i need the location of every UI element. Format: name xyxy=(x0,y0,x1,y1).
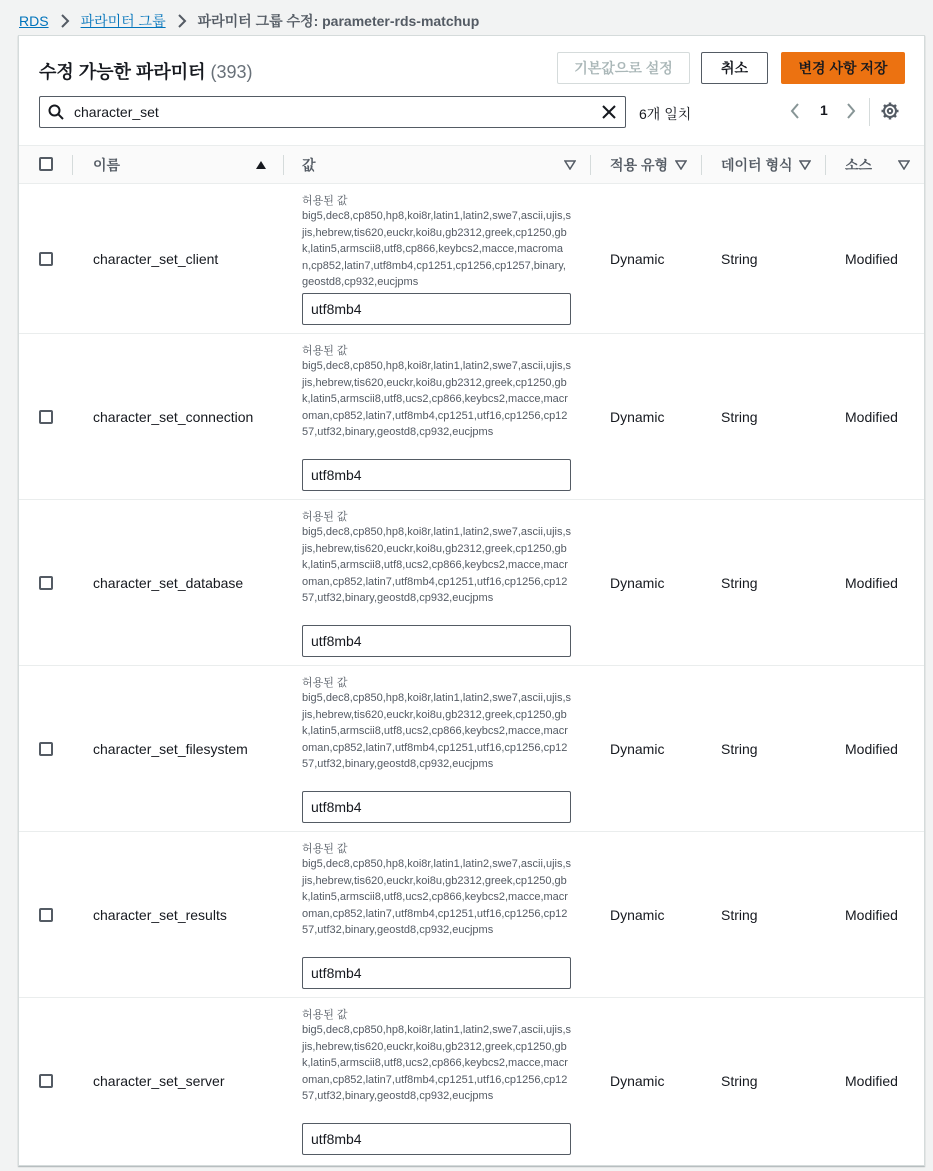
apply-type: Dynamic xyxy=(610,1073,665,1089)
data-type: String xyxy=(721,409,758,425)
search-box xyxy=(39,96,626,128)
table-row xyxy=(19,666,924,832)
row-checkbox[interactable] xyxy=(39,1074,53,1088)
allowed-values: big5,dec8,cp850,hp8,koi8r,latin1,latin2,swe7,ascii,ujis,sjis,hebrew,tis620,euckr,koi8u,gb2312,greek,cp1250,gbk,latin5,armscii8,utf8,ucs2,cp866,keybcs2,macce,macroman,cp852,latin7,utf8mb4,cp1251,utf16,cp1256,cp1257,utf32,binary,geostd8,cp932,eucjpms xyxy=(302,526,572,604)
parameter-value-input[interactable] xyxy=(302,957,571,989)
allowed-values-label: 허용된 값 xyxy=(302,677,348,689)
column-divider xyxy=(283,155,284,175)
allowed-values: big5,dec8,cp850,hp8,koi8r,latin1,latin2,swe7,ascii,ujis,sjis,hebrew,tis620,euckr,koi8u,gb2312,greek,cp1250,gbk,latin5,armscii8,utf8,ucs2,cp866,keybcs2,macce,macroman,cp852,latin7,utf8mb4,cp1251,utf16,cp1256,cp1257,utf32,binary,geostd8,cp932,eucjpms xyxy=(302,858,572,936)
apply-type: Dynamic xyxy=(610,907,665,923)
panel-title-text: 수정 가능한 파라미터 xyxy=(39,62,206,82)
sort-caret-down-icon[interactable] xyxy=(898,160,910,170)
parameter-name: character_set_client xyxy=(93,251,219,267)
allowed-values: big5,dec8,cp850,hp8,koi8r,latin1,latin2,swe7,ascii,ujis,sjis,hebrew,tis620,euckr,koi8u,gb2312,greek,cp1250,gbk,latin5,armscii8,utf8,cp866,keybcs2,macce,macroman,cp852,latin7,utf8mb4,cp1251,cp1256,cp1257,binary,geostd8,cp932,eucjpms xyxy=(302,210,572,288)
row-checkbox[interactable] xyxy=(39,252,53,266)
source: Modified xyxy=(845,907,898,923)
allowed-values-label: 허용된 값 xyxy=(302,1009,348,1021)
source: Modified xyxy=(845,741,898,757)
allowed-values-label: 허용된 값 xyxy=(302,843,348,855)
table-header xyxy=(19,145,924,184)
parameter-name: character_set_server xyxy=(93,1073,225,1089)
allowed-values-label: 허용된 값 xyxy=(302,511,348,523)
column-header-name[interactable]: 이름 xyxy=(93,157,121,173)
data-type: String xyxy=(721,741,758,757)
source: Modified xyxy=(845,409,898,425)
data-type: String xyxy=(721,575,758,591)
table-row xyxy=(19,334,924,500)
source: Modified xyxy=(845,575,898,591)
parameter-name: character_set_database xyxy=(93,575,244,591)
settings-gear-icon[interactable] xyxy=(881,102,899,120)
breadcrumb-parameter-groups-link[interactable]: 파라미터 그룹 xyxy=(80,13,166,29)
table-row xyxy=(19,998,924,1164)
breadcrumb-current: 파라미터 그룹 수정: parameter-rds-matchup xyxy=(197,13,480,29)
clear-search-icon[interactable] xyxy=(601,104,617,120)
data-type: String xyxy=(721,1073,758,1089)
row-checkbox[interactable] xyxy=(39,410,53,424)
breadcrumb-rds-link[interactable]: RDS xyxy=(19,13,49,29)
parameter-value-input[interactable] xyxy=(302,1123,571,1155)
cancel-button[interactable]: 취소 xyxy=(701,52,768,84)
parameter-value-input[interactable] xyxy=(302,791,571,823)
parameter-value-input[interactable] xyxy=(302,625,571,657)
row-checkbox[interactable] xyxy=(39,908,53,922)
chevron-right-icon xyxy=(177,14,187,28)
column-divider xyxy=(825,155,826,175)
table-row xyxy=(19,184,924,334)
search-input[interactable] xyxy=(64,104,601,120)
data-type: String xyxy=(721,907,758,923)
allowed-values: big5,dec8,cp850,hp8,koi8r,latin1,latin2,swe7,ascii,ujis,sjis,hebrew,tis620,euckr,koi8u,gb2312,greek,cp1250,gbk,latin5,armscii8,utf8,ucs2,cp866,keybcs2,macce,macroman,cp852,latin7,utf8mb4,cp1251,utf16,cp1256,cp1257,utf32,binary,geostd8,cp932,eucjpms xyxy=(302,692,572,770)
select-all-checkbox[interactable] xyxy=(39,157,53,171)
sort-ascending-icon[interactable] xyxy=(255,160,267,170)
parameter-value-input[interactable] xyxy=(302,459,571,491)
column-header-data-type[interactable]: 데이터 형식 xyxy=(721,157,793,173)
reset-defaults-button[interactable]: 기본값으로 설정 xyxy=(557,52,690,84)
column-header-value[interactable]: 값 xyxy=(302,157,316,173)
pager-divider xyxy=(869,98,870,126)
row-checkbox[interactable] xyxy=(39,576,53,590)
data-type: String xyxy=(721,251,758,267)
column-divider xyxy=(701,155,702,175)
table-row xyxy=(19,832,924,998)
chevron-right-icon xyxy=(60,14,70,28)
column-header-apply-type[interactable]: 적용 유형 xyxy=(610,157,668,173)
apply-type: Dynamic xyxy=(610,409,665,425)
parameter-name: character_set_filesystem xyxy=(93,741,248,757)
column-divider xyxy=(590,155,591,175)
allowed-values-label: 허용된 값 xyxy=(302,195,348,207)
sort-caret-down-icon[interactable] xyxy=(799,160,811,170)
sort-caret-down-icon[interactable] xyxy=(675,160,687,170)
allowed-values: big5,dec8,cp850,hp8,koi8r,latin1,latin2,swe7,ascii,ujis,sjis,hebrew,tis620,euckr,koi8u,gb2312,greek,cp1250,gbk,latin5,armscii8,utf8,ucs2,cp866,keybcs2,macce,macroman,cp852,latin7,utf8mb4,cp1251,utf16,cp1256,cp1257,utf32,binary,geostd8,cp932,eucjpms xyxy=(302,360,572,438)
parameter-count: (393) xyxy=(210,62,253,82)
previous-page-icon[interactable] xyxy=(789,102,801,120)
source: Modified xyxy=(845,1073,898,1089)
save-changes-button[interactable]: 변경 사항 저장 xyxy=(781,52,905,84)
next-page-icon[interactable] xyxy=(845,102,857,120)
row-checkbox[interactable] xyxy=(39,742,53,756)
parameter-name: character_set_results xyxy=(93,907,227,923)
breadcrumb xyxy=(19,11,479,31)
table-row xyxy=(19,500,924,666)
allowed-values-label: 허용된 값 xyxy=(302,345,348,357)
column-header-source[interactable]: 소스 xyxy=(845,157,873,173)
column-divider xyxy=(72,155,73,175)
search-icon xyxy=(48,104,64,120)
source: Modified xyxy=(845,251,898,267)
apply-type: Dynamic xyxy=(610,741,665,757)
allowed-values: big5,dec8,cp850,hp8,koi8r,latin1,latin2,swe7,ascii,ujis,sjis,hebrew,tis620,euckr,koi8u,gb2312,greek,cp1250,gbk,latin5,armscii8,utf8,ucs2,cp866,keybcs2,macce,macroman,cp852,latin7,utf8mb4,cp1251,utf16,cp1256,cp1257,utf32,binary,geostd8,cp932,eucjpms xyxy=(302,1024,572,1102)
apply-type: Dynamic xyxy=(610,575,665,591)
parameter-value-input[interactable] xyxy=(302,293,571,325)
sort-caret-down-icon[interactable] xyxy=(564,160,576,170)
parameters-panel xyxy=(18,35,925,1166)
apply-type: Dynamic xyxy=(610,251,665,267)
page-number[interactable]: 1 xyxy=(820,102,828,118)
panel-title xyxy=(39,58,253,84)
match-count: 6개 일치 xyxy=(639,106,692,122)
parameter-name: character_set_connection xyxy=(93,409,254,425)
